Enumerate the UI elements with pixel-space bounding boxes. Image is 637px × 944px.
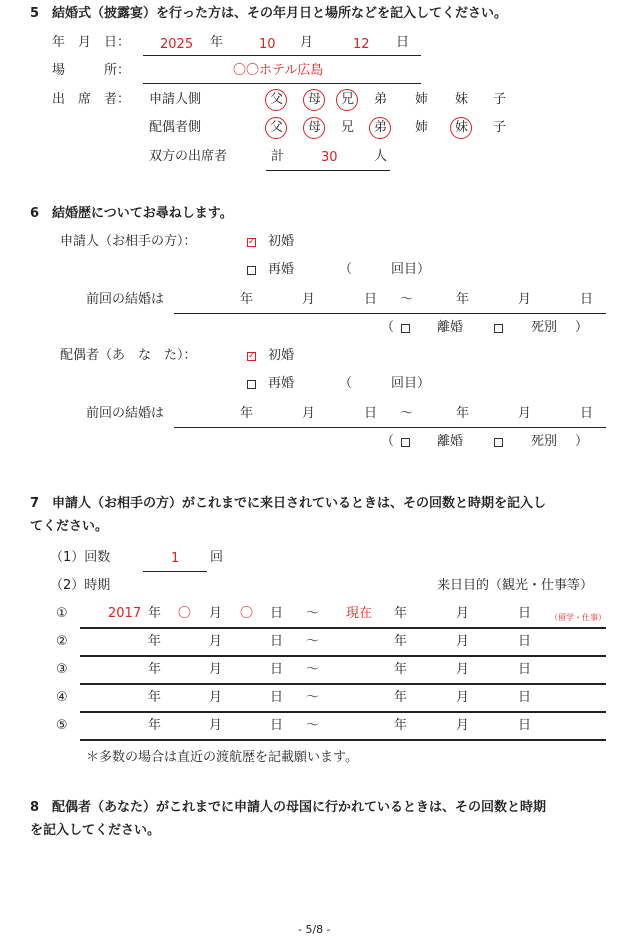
from-month[interactable]: 〇	[178, 606, 192, 621]
year-unit: 年	[394, 690, 408, 705]
first-marriage-checkbox[interactable]: ✓	[248, 237, 256, 247]
month-unit: 月	[456, 662, 470, 677]
rel-younger-sister[interactable]: 妹	[455, 92, 469, 107]
range-tilde: ～	[400, 292, 414, 307]
remarriage-label: 再婚	[268, 376, 295, 391]
spouse-marriage-label: 配偶者（あ な た）：	[60, 348, 197, 363]
paren-open: （	[381, 320, 395, 335]
place-underline	[143, 83, 421, 84]
rel-mother[interactable]: 母	[308, 120, 322, 135]
visit-row-underline	[80, 711, 606, 713]
divorce-label: 離婚	[437, 434, 464, 449]
day-unit: 日	[580, 292, 594, 307]
month-unit: 月	[300, 35, 314, 50]
day-unit: 日	[518, 718, 532, 733]
date-underline	[143, 55, 421, 56]
day-unit: 日	[270, 634, 284, 649]
first-marriage-label: 初婚	[268, 234, 295, 249]
total-underline	[266, 170, 390, 171]
times-field[interactable]: （ 回目）	[339, 262, 431, 277]
month-unit: 月	[302, 292, 316, 307]
total-unit: 人	[374, 149, 388, 164]
total-prefix: 計	[271, 149, 285, 164]
visit-count-label: （1）回数	[50, 550, 111, 565]
rel-older-brother[interactable]: 兄	[341, 120, 355, 135]
visit-row-underline	[80, 655, 606, 657]
divorce-checkbox[interactable]	[401, 438, 410, 447]
year-unit: 年	[394, 718, 408, 733]
month-unit: 月	[456, 718, 470, 733]
rel-older-brother[interactable]: 兄	[341, 92, 355, 107]
selected-circle	[265, 89, 287, 111]
month-unit: 月	[209, 662, 223, 677]
month-unit: 月	[456, 634, 470, 649]
section7-title-line1: 7 申請人（お相手の方）がこれまでに来日されているときは、その回数と時期を記入し	[30, 496, 547, 511]
year-unit: 年	[148, 718, 162, 733]
wedding-place[interactable]: 〇〇ホテル広島	[233, 63, 324, 78]
first-marriage-checkbox[interactable]: ✓	[248, 351, 256, 361]
section7-title-line2: てください。	[30, 519, 109, 534]
month-unit: 月	[209, 606, 223, 621]
year-unit: 年	[394, 606, 408, 621]
death-checkbox[interactable]	[494, 324, 503, 333]
range-tilde: ～	[400, 406, 414, 421]
month-unit: 月	[518, 406, 532, 421]
rel-mother[interactable]: 母	[308, 92, 322, 107]
year-unit: 年	[148, 662, 162, 677]
paren-open: （	[381, 434, 395, 449]
selected-circle	[303, 117, 325, 139]
divorce-label: 離婚	[437, 320, 464, 335]
wedding-year[interactable]: 2025	[160, 37, 194, 52]
day-unit: 日	[518, 662, 532, 677]
range-tilde: ～	[306, 662, 320, 677]
visit-count[interactable]: 1	[171, 551, 180, 566]
page-number: - 5/8 -	[298, 923, 331, 936]
range-tilde: ～	[306, 690, 320, 705]
year-unit: 年	[240, 292, 254, 307]
visit-note: ＊多数の場合は直近の渡航歴を記載願います。	[86, 750, 358, 765]
paren-close: ）	[575, 320, 589, 335]
day-unit: 日	[364, 292, 378, 307]
rel-child[interactable]: 子	[493, 120, 507, 135]
year-unit: 年	[148, 690, 162, 705]
day-unit: 日	[270, 606, 284, 621]
from-year[interactable]: 2017	[108, 606, 142, 621]
range-tilde: ～	[306, 718, 320, 733]
visit-period-label: （2）時期	[50, 578, 111, 593]
previous-marriage-label: 前回の結婚は	[86, 292, 165, 307]
day-unit: 日	[518, 606, 532, 621]
selected-circle	[369, 117, 391, 139]
divorce-checkbox[interactable]	[401, 324, 410, 333]
date-label: 年 月 日：	[52, 35, 131, 50]
day-unit: 日	[580, 406, 594, 421]
month-unit: 月	[209, 718, 223, 733]
spouse-side-label: 配偶者側	[149, 120, 202, 135]
section8-title-line1: 8 配偶者（あなた）がこれまでに申請人の母国に行かれているときは、その回数と時期	[30, 800, 547, 815]
previous-marriage-label: 前回の結婚は	[86, 406, 165, 421]
day-unit: 日	[364, 406, 378, 421]
rel-younger-brother[interactable]: 弟	[374, 120, 388, 135]
death-checkbox[interactable]	[494, 438, 503, 447]
from-day[interactable]: 〇	[240, 606, 254, 621]
to-year[interactable]: 現在	[346, 606, 373, 621]
row-number: ③	[56, 662, 68, 677]
day-unit: 日	[270, 718, 284, 733]
month-unit: 月	[302, 406, 316, 421]
month-unit: 月	[456, 606, 470, 621]
visit-purpose[interactable]: （留学・仕事）	[550, 613, 606, 622]
section8-title-line2: を記入してください。	[30, 823, 161, 838]
previous-marriage-underline	[174, 427, 606, 428]
remarriage-label: 再婚	[268, 262, 295, 277]
year-unit: 年	[240, 406, 254, 421]
month-unit: 月	[518, 292, 532, 307]
section6-title: 6 結婚歴についてお尋ねします。	[30, 206, 233, 221]
rel-younger-brother[interactable]: 弟	[374, 92, 388, 107]
range-tilde: ～	[306, 634, 320, 649]
month-unit: 月	[209, 690, 223, 705]
wedding-day[interactable]: 12	[353, 37, 370, 52]
death-label: 死別	[531, 320, 558, 335]
both-sides-label: 双方の出席者	[149, 149, 228, 164]
rel-older-sister[interactable]: 姉	[415, 92, 429, 107]
day-unit: 日	[270, 662, 284, 677]
day-unit: 日	[518, 690, 532, 705]
applicant-marriage-label: 申請人（お相手の方）：	[60, 234, 197, 249]
selected-circle	[265, 117, 287, 139]
death-label: 死別	[531, 434, 558, 449]
wedding-month[interactable]: 10	[259, 37, 276, 52]
remarriage-checkbox[interactable]	[247, 266, 256, 275]
total-attendees[interactable]: 30	[321, 150, 338, 165]
day-unit: 日	[270, 690, 284, 705]
selected-circle	[303, 89, 325, 111]
rel-father[interactable]: 父	[270, 92, 284, 107]
row-number: ②	[56, 634, 68, 649]
range-tilde: ～	[306, 606, 320, 621]
place-label: 場 所：	[52, 63, 131, 78]
year-unit: 年	[394, 662, 408, 677]
year-unit: 年	[456, 406, 470, 421]
visit-purpose-header: 来日目的（観光・仕事等）	[437, 578, 594, 593]
selected-circle	[450, 117, 472, 139]
attendees-label: 出 席 者：	[52, 92, 131, 107]
rel-older-sister[interactable]: 姉	[415, 120, 429, 135]
previous-marriage-underline	[174, 313, 606, 314]
times-field[interactable]: （ 回目）	[339, 376, 431, 391]
row-number: ①	[56, 606, 68, 621]
rel-father[interactable]: 父	[270, 120, 284, 135]
year-unit: 年	[148, 606, 162, 621]
section5-title: 5 結婚式（披露宴）を行った方は、その年月日と場所などを記入してください。	[30, 6, 508, 21]
first-marriage-label: 初婚	[268, 348, 295, 363]
rel-child[interactable]: 子	[493, 92, 507, 107]
year-unit: 年	[210, 35, 224, 50]
visit-row-underline	[80, 627, 606, 629]
year-unit: 年	[394, 634, 408, 649]
day-unit: 日	[518, 634, 532, 649]
year-unit: 年	[148, 634, 162, 649]
remarriage-checkbox[interactable]	[247, 380, 256, 389]
day-unit: 日	[396, 35, 410, 50]
month-unit: 月	[209, 634, 223, 649]
month-unit: 月	[456, 690, 470, 705]
visit-row-underline	[80, 683, 606, 685]
row-number: ⑤	[56, 718, 68, 733]
visit-count-underline	[143, 571, 207, 572]
applicant-side-label: 申請人側	[149, 92, 202, 107]
row-number: ④	[56, 690, 68, 705]
rel-younger-sister[interactable]: 妹	[455, 120, 469, 135]
paren-close: ）	[575, 434, 589, 449]
visit-count-unit: 回	[210, 550, 224, 565]
year-unit: 年	[456, 292, 470, 307]
visit-row-underline	[80, 739, 606, 741]
selected-circle	[336, 89, 358, 111]
